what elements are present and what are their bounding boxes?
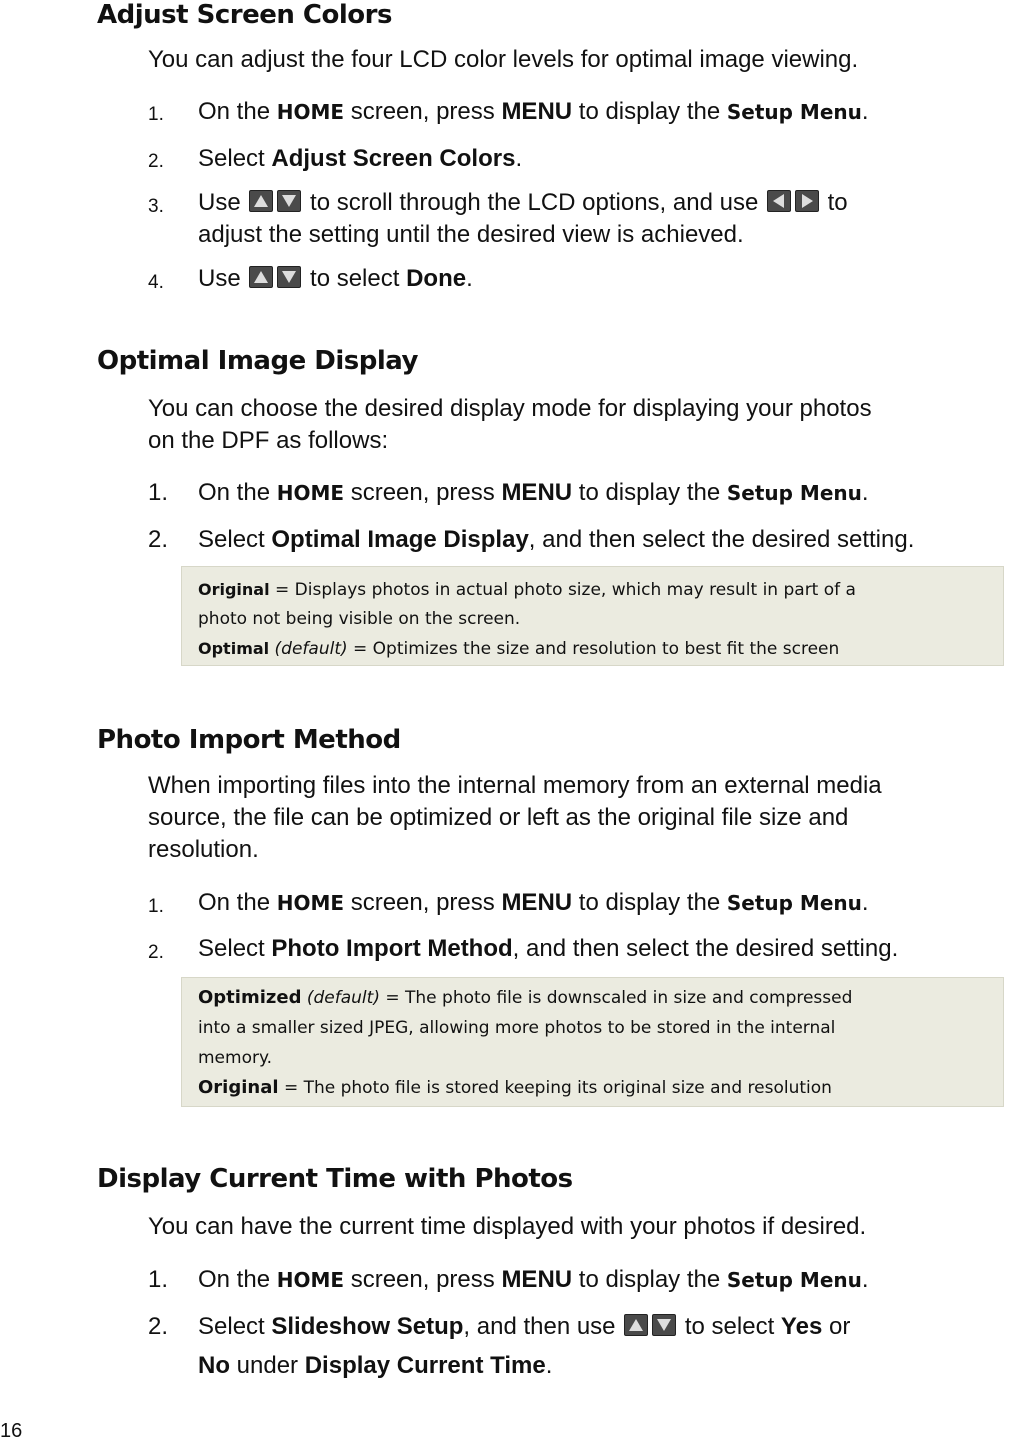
step-text: Select Slideshow Setup, and then use to select Yes or xyxy=(198,1313,851,1340)
step-text: On the HOME screen, press MENU to display the Setup Menu. xyxy=(198,1266,869,1293)
left-arrow-icon xyxy=(767,190,791,212)
step-number: 2. xyxy=(148,526,169,553)
note-line: Optimal (default) = Optimizes the size and resolution to best fit the screen xyxy=(198,639,840,659)
import-settings-note xyxy=(181,977,1004,1107)
note-line: Optimized (default) = The photo file is downscaled in size and compressed xyxy=(198,987,853,1008)
optimal-settings-note xyxy=(181,566,1004,666)
down-arrow-icon xyxy=(277,190,301,212)
step-text-continued: No under Display Current Time. xyxy=(198,1352,553,1379)
time-intro: You can have the current time displayed with your photos if desired. xyxy=(148,1213,867,1240)
note-line: into a smaller sized JPEG, allowing more photos to be stored in the internal xyxy=(198,1018,836,1038)
note-line: Original = Displays photos in actual photo size, which may result in part of a xyxy=(198,580,856,600)
step-text: Use to scroll through the LCD options, and use to xyxy=(198,189,848,216)
step-number: 3. xyxy=(148,196,164,217)
step-text-continued: adjust the setting until the desired view is achieved. xyxy=(198,221,744,248)
section-title-adjust-screen-colors: Adjust Screen Colors xyxy=(97,0,392,30)
optimal-intro: You can choose the desired display mode for displaying your photos xyxy=(148,395,872,422)
step-text: On the HOME screen, press MENU to display the Setup Menu. xyxy=(198,889,869,916)
step-text: Select Photo Import Method, and then select the desired setting. xyxy=(198,935,899,962)
step-text: Use to select Done. xyxy=(198,265,473,292)
up-arrow-icon xyxy=(249,190,273,212)
note-line: Original = The photo file is stored keeping its original size and resolution xyxy=(198,1077,832,1098)
page-number: 16 xyxy=(0,1420,23,1442)
step-text: On the HOME screen, press MENU to display the Setup Menu. xyxy=(198,98,869,125)
note-line: photo not being visible on the screen. xyxy=(198,609,521,629)
step-text: On the HOME screen, press MENU to display the Setup Menu. xyxy=(198,479,869,506)
adjust-intro: You can adjust the four LCD color levels for optimal image viewing. xyxy=(148,46,859,73)
step-number: 1. xyxy=(148,896,164,917)
up-arrow-icon xyxy=(624,1314,648,1336)
section-title-photo-import-method: Photo Import Method xyxy=(97,725,401,755)
right-arrow-icon xyxy=(795,190,819,212)
step-number: 1. xyxy=(148,479,169,506)
step-number: 2. xyxy=(148,151,164,172)
step-number: 2. xyxy=(148,1313,169,1340)
up-arrow-icon xyxy=(249,266,273,288)
down-arrow-icon xyxy=(277,266,301,288)
optimal-intro-continued: on the DPF as follows: xyxy=(148,427,389,454)
section-title-display-current-time: Display Current Time with Photos xyxy=(97,1164,573,1194)
import-intro: When importing files into the internal memory from an external media xyxy=(148,772,882,799)
section-title-optimal-image-display: Optimal Image Display xyxy=(97,346,418,376)
step-text: Select Adjust Screen Colors. xyxy=(198,145,523,172)
step-number: 1. xyxy=(148,104,164,125)
import-intro: resolution. xyxy=(148,836,259,863)
down-arrow-icon xyxy=(652,1314,676,1336)
note-line: memory. xyxy=(198,1048,273,1068)
step-number: 1. xyxy=(148,1266,169,1293)
step-number: 4. xyxy=(148,272,164,293)
step-number: 2. xyxy=(148,942,164,963)
import-intro: source, the file can be optimized or left as the original file size and xyxy=(148,804,849,831)
step-text: Select Optimal Image Display, and then select the desired setting. xyxy=(198,526,915,553)
